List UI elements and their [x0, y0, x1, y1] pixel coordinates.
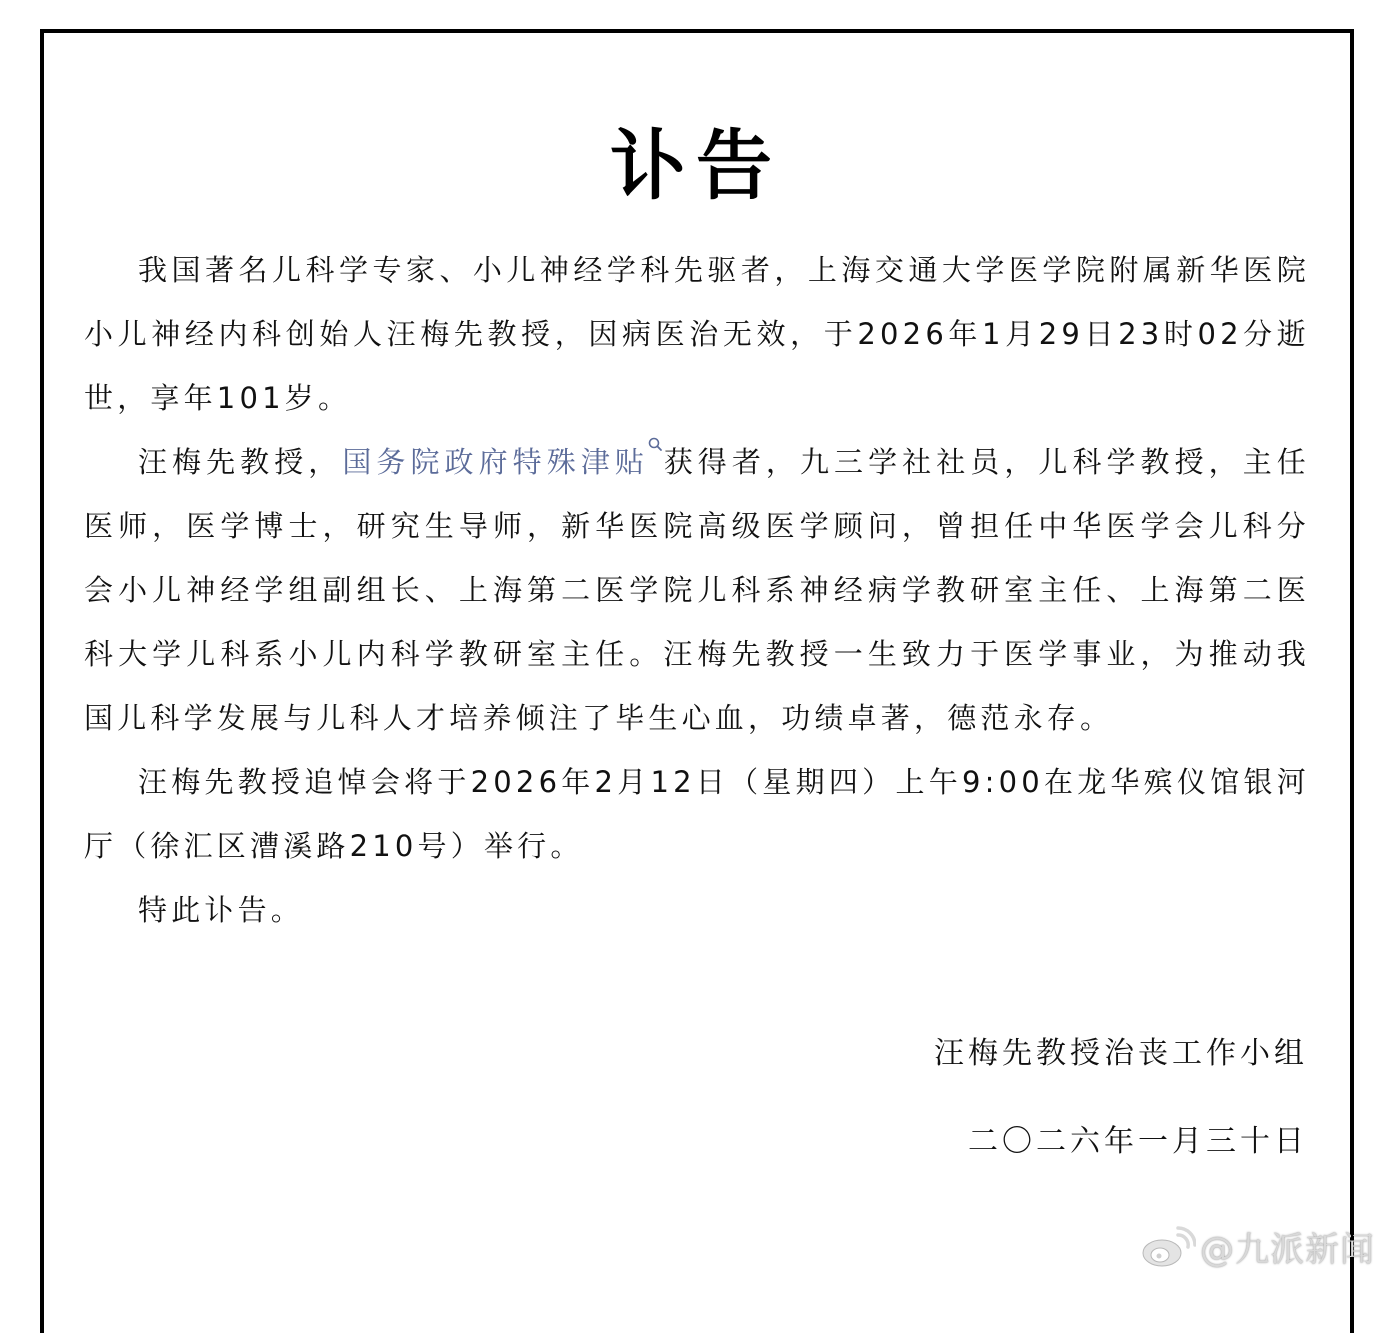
signature-organization: 汪梅先教授治丧工作小组 — [934, 1036, 1308, 1071]
signature-block — [934, 1034, 1308, 1162]
paragraph-memorial: 汪梅先教授追悼会将于2026年2月12日（星期四）上午9:00在龙华殡仪馆银河厅（徐汇区漕溪路210号）举行。 — [84, 765, 1310, 863]
biography-lead: 汪梅先教授， — [138, 445, 343, 479]
watermark — [1140, 1222, 1375, 1271]
paragraph-closing: 特此讣告。 — [138, 893, 305, 927]
paragraph-biography — [84, 430, 1310, 750]
paragraph-announcement: 我国著名儿科学专家、小儿神经学科先驱者，上海交通大学医学院附属新华医院小儿神经内科创始人汪梅先教授，因病医治无效，于2026年1月29日23时02分逝世，享年101岁。 — [84, 253, 1310, 415]
special-allowance-link[interactable]: 国务院政府特殊津贴 — [342, 445, 649, 479]
page-title: 讣告 — [610, 121, 782, 210]
weibo-icon — [1140, 1225, 1196, 1269]
signature-date: 二〇二六年一月三十日 — [968, 1124, 1308, 1159]
obituary-body — [84, 238, 1310, 942]
watermark-text: @九派新闻 — [1200, 1230, 1375, 1270]
biography-rest: 获得者，九三学社社员，儿科学教授，主任医师，医学博士，研究生导师，新华医院高级医学顾问，曾担任中华医学会儿科分会小儿神经学组副组长、上海第二医学院儿科系神经病学教研室主任、上海第二医科大学儿科系小儿内科学教研室主任。汪梅先教授一生致力于医学事业，为推动我国儿科学发展与儿科人才培养倾注了毕生心血，功绩卓著，德范永存。 — [84, 445, 1310, 735]
